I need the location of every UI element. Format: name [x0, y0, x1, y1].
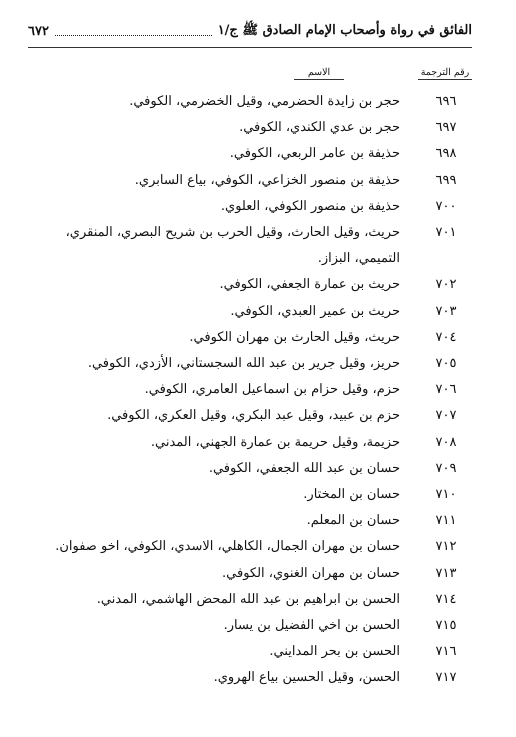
entry-name: حسان بن مهران الجمال، الكاهلي، الاسدي، الكوفي، اخو صفوان.	[55, 539, 400, 555]
entry-number: ٧٠٩	[435, 460, 457, 476]
entry-name: حسان بن مهران الغنوي، الكوفي.	[222, 565, 400, 581]
list-item	[28, 482, 472, 508]
list-item	[28, 587, 472, 613]
column-headers	[28, 67, 472, 83]
entry-number: ٧٠٦	[435, 382, 457, 398]
entry-number: ٧١٣	[435, 565, 457, 581]
entry-number: ٧٠٢	[435, 277, 457, 293]
entry-name: الحسن، وقيل الحسين بياع الهروي.	[213, 670, 400, 686]
list-item	[28, 430, 472, 456]
list-item	[28, 403, 472, 429]
list-item	[28, 534, 472, 560]
entry-number: ٧٠٧	[435, 408, 457, 424]
entry-number: ٧٠٠	[435, 198, 457, 214]
entry-number: ٧١١	[435, 513, 457, 529]
entry-number: ٦٩٧	[435, 120, 457, 136]
list-item	[28, 456, 472, 482]
list-item	[28, 89, 472, 115]
entry-name: الحسن بن بحر المدايني.	[269, 644, 400, 660]
entry-name: حريث، وقيل الحارث، وقيل الحرب بن شريح البصري، المنقري، التميمي، البزاز.	[65, 225, 400, 267]
entry-name: الحسن بن اخي الفضيل بن يسار.	[223, 618, 400, 634]
running-header	[28, 18, 472, 44]
entry-number: ٧٠٨	[435, 434, 457, 450]
entry-name: حجر بن زايدة الحضرمي، وقيل الخضرمي، الكوفي.	[129, 94, 400, 109]
book-title: الفائق في رواة وأصحاب الإمام الصادق ﷺ ج/١	[217, 22, 472, 38]
entry-number: ٧١٠	[435, 487, 457, 503]
entry-number: ٧٠٣	[435, 303, 457, 319]
list-item	[28, 561, 472, 587]
entry-name: حجر بن عدي الكندي، الكوفي.	[239, 120, 400, 136]
list-item	[28, 665, 472, 691]
entry-name: حريث بن عمير العبدي، الكوفي.	[230, 303, 400, 319]
entry-number: ٧١٧	[435, 670, 457, 686]
entry-number: ٧١٢	[435, 539, 457, 555]
entry-name: حذيفة بن منصور الخزاعي، الكوفي، بياع السابري.	[134, 172, 400, 188]
list-item	[28, 220, 472, 272]
list-item	[28, 168, 472, 194]
entry-name: حزم، وقيل حزام بن اسماعيل العامري، الكوفي.	[144, 382, 400, 398]
entry-number: ٦٩٩	[435, 172, 457, 188]
entry-list	[28, 89, 472, 692]
list-item	[28, 115, 472, 141]
entry-name: حزيمة، وقيل حريمة بن عمارة الجهني، المدني.	[150, 434, 400, 450]
entry-name: حريث بن عمارة الجعفي، الكوفي.	[219, 277, 400, 293]
list-item	[28, 377, 472, 403]
page-number: ٦٧٢	[28, 23, 49, 39]
number-column-header: رقم الترجمة	[418, 67, 472, 80]
entry-name: حريث، وقيل الحارث بن مهران الكوفي.	[189, 329, 400, 345]
list-item	[28, 299, 472, 325]
list-item	[28, 141, 472, 167]
dot-leader	[55, 27, 212, 36]
entry-name: حذيفة بن عامر الربعي، الكوفي.	[229, 146, 400, 162]
entry-number: ٧١٦	[435, 644, 457, 660]
name-column-header: الاسم	[294, 67, 344, 80]
entry-number: ٧١٤	[435, 591, 457, 607]
list-item	[28, 508, 472, 534]
entry-name: حذيفة بن منصور الكوفي، العلوي.	[220, 198, 400, 214]
list-item	[28, 325, 472, 351]
header-divider	[28, 47, 472, 48]
entry-name: حريز، وقيل جرير بن عبد الله السجستاني، الأزدي، الكوفي.	[87, 356, 400, 372]
entry-name: حسان بن المختار.	[303, 487, 400, 503]
entry-number: ٧٠٤	[435, 329, 457, 345]
entry-name: حسان بن عبد الله الجعفي، الكوفي.	[208, 460, 400, 476]
entry-name: حسان بن المعلم.	[306, 513, 400, 529]
list-item	[28, 272, 472, 298]
list-item	[28, 351, 472, 377]
entry-name: حزم بن عبيد، وقيل عبد البكري، وقيل العكري، الكوفي.	[107, 408, 400, 424]
list-item	[28, 613, 472, 639]
entry-number: ٧٠١	[435, 225, 457, 241]
list-item	[28, 639, 472, 665]
entry-number: ٧٠٥	[435, 356, 457, 372]
list-item	[28, 194, 472, 220]
entry-number: ٦٩٨	[435, 146, 457, 162]
entry-number: ٦٩٦	[435, 94, 457, 109]
entry-number: ٧١٥	[435, 618, 457, 634]
entry-name: الحسن بن ابراهيم بن عبد الله المحض الهاشمي، المدني.	[96, 591, 400, 607]
